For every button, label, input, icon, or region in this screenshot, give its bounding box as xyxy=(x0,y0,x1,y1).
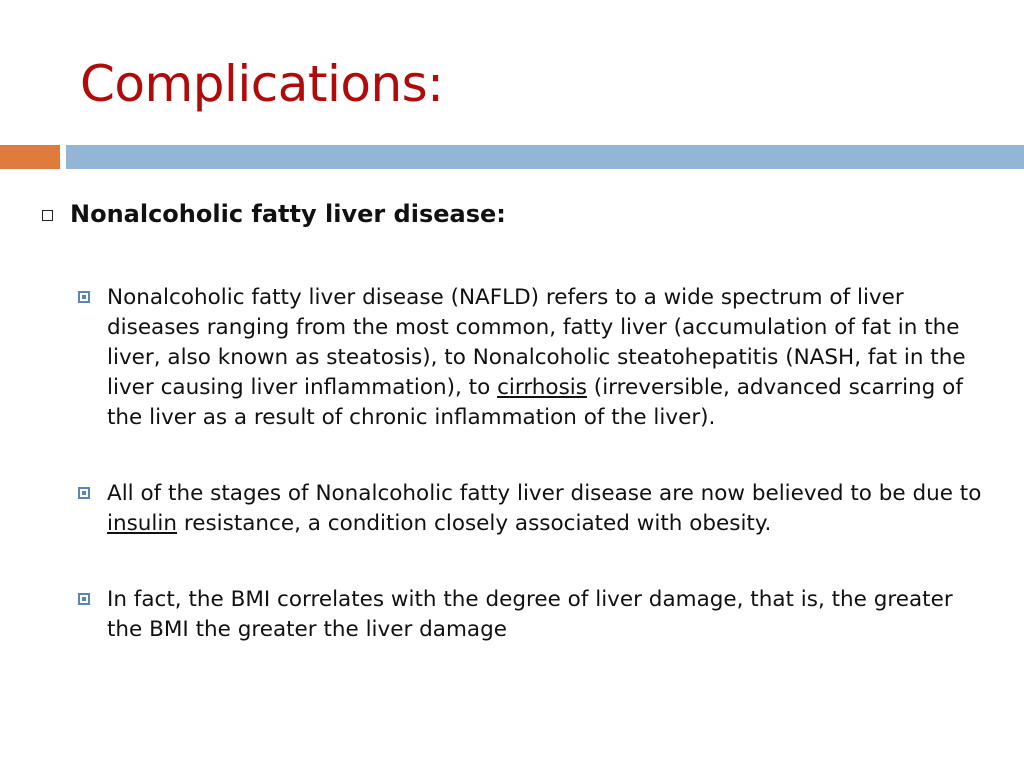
sub-bullet-list xyxy=(78,283,988,645)
section-heading: Nonalcoholic fatty liver disease: xyxy=(70,200,506,228)
insulin-link[interactable]: insulin xyxy=(107,511,178,536)
filled-square-bullet-icon xyxy=(78,593,90,605)
blue-accent-bar xyxy=(66,145,1024,169)
square-bullet-icon xyxy=(42,210,53,221)
bullet-text-start: Nonalcoholic fatty liver disease (NAFLD) refers to a wide spectrum of liver diseases ranging from the most common, fatty liver (accumulation of fat in the liver, also known as steatosis), to Nonalcoholic steatohepatitis (NASH, fat in the liver causing liver inflammation), to xyxy=(107,285,966,400)
slide-title: Complications: xyxy=(80,55,444,113)
list-item xyxy=(78,585,988,645)
list-item xyxy=(78,479,988,539)
cirrhosis-link[interactable]: cirrhosis xyxy=(497,375,587,400)
list-item xyxy=(78,283,988,433)
filled-square-bullet-icon xyxy=(78,487,90,499)
bullet-text: In fact, the BMI correlates with the degree of liver damage, that is, the greater the BMI the greater the liver damage xyxy=(107,587,953,642)
bullet-text-end: resistance, a condition closely associated with obesity. xyxy=(177,511,772,536)
orange-accent-bar xyxy=(0,145,60,169)
filled-square-bullet-icon xyxy=(78,291,90,303)
bullet-text-end: (irreversible, advanced scarring of the liver as a result of chronic inflammation of the liver). xyxy=(107,375,963,430)
bullet-text-start: All of the stages of Nonalcoholic fatty liver disease are now believed to be due to xyxy=(107,481,982,506)
heading-bullet xyxy=(40,196,1000,236)
